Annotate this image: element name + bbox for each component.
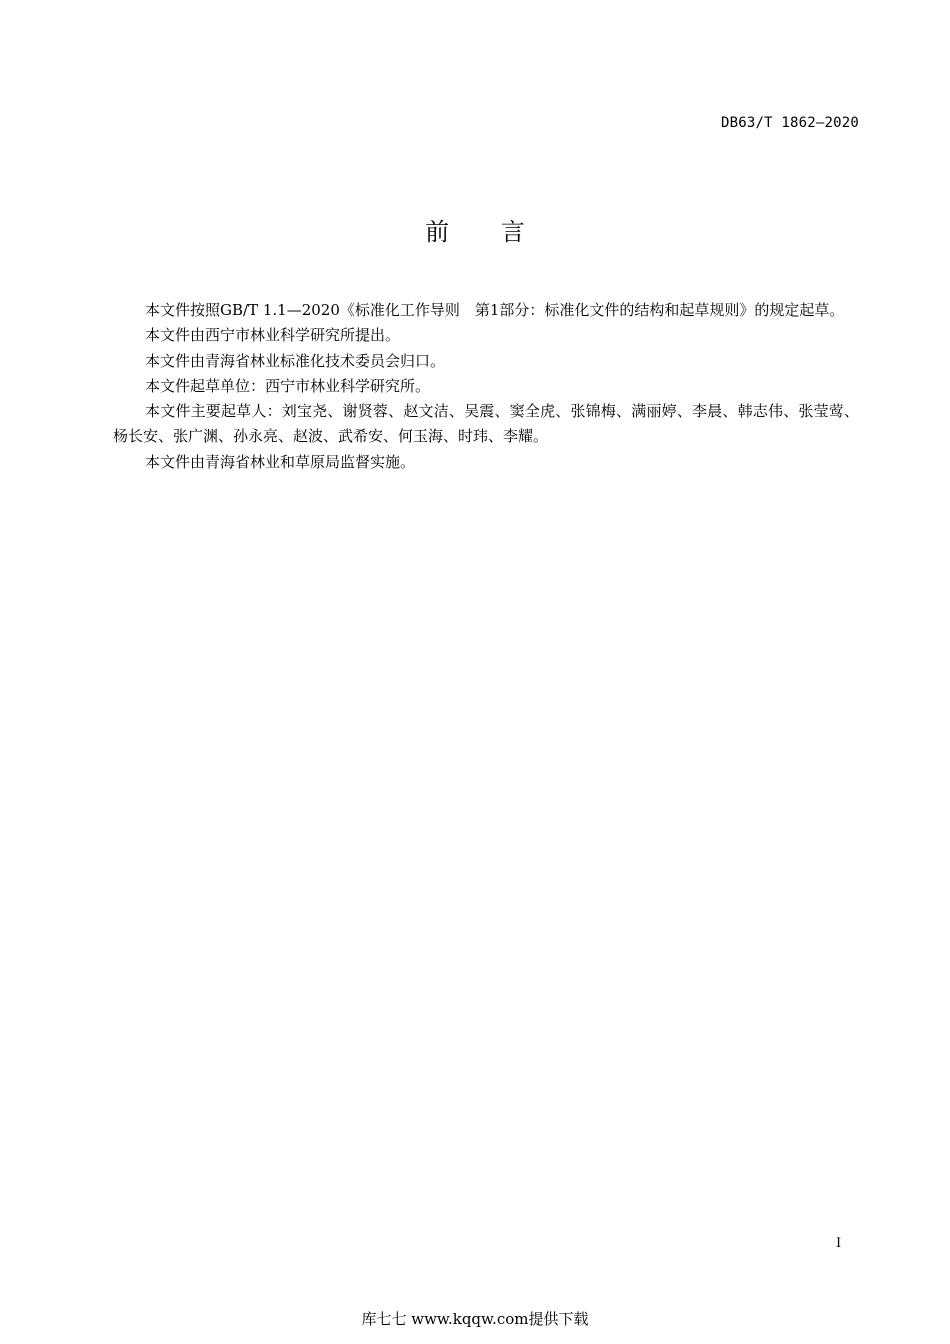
paragraph-technical-committee: 本文件由青海省林业标准化技术委员会归口。: [145, 351, 446, 370]
page-number: I: [836, 1236, 842, 1251]
document-code: DB63/T 1862—2020: [720, 115, 859, 131]
paragraph-drafting-unit: 本文件起草单位：西宁市林业科学研究所。: [145, 376, 431, 395]
paragraph-drafters: 本文件主要起草人：刘宝尧、谢贤蓉、赵文洁、吴震、窦全虎、张锦梅、满丽婷、李晨、韩志伟、张莹莺、杨长安、张广渊、孙永亮、赵波、武希安、何玉海、时玮、李耀。: [113, 402, 859, 446]
foreword-body: [113, 298, 859, 475]
paragraph-supervision: 本文件由青海省林业和草原局监督实施。: [145, 452, 416, 471]
page-title: 前 言: [425, 218, 547, 246]
download-footer: 库七七 www.kqqw.com提供下载: [361, 1310, 589, 1328]
paragraph-proposer: 本文件由西宁市林业科学研究所提出。: [145, 326, 401, 345]
paragraph-drafting-rules: 本文件按照GB/T 1.1—2020《标准化工作导则 第1部分：标准化文件的结构和起草规则》的规定起草。: [145, 301, 845, 319]
